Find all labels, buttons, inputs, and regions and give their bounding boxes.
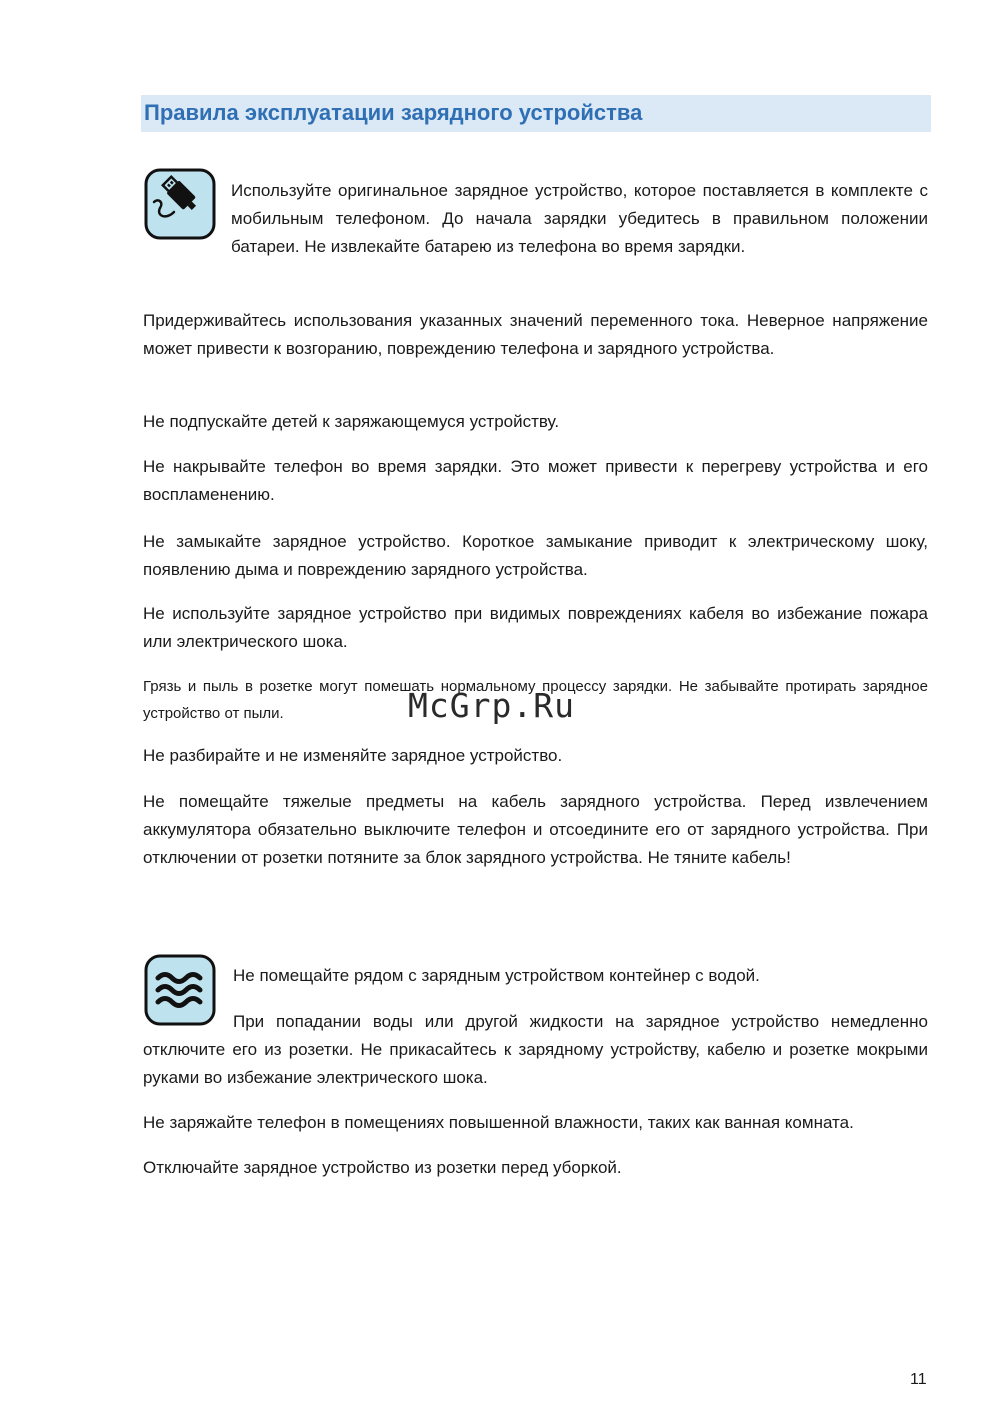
paragraph xyxy=(143,1008,928,1092)
icon-spacer xyxy=(143,1008,233,1034)
paragraph: Не разбирайте и не изменяйте зарядное устройство. xyxy=(143,746,563,765)
page-title: Правила эксплуатации зарядного устройства xyxy=(144,100,643,125)
paragraph: Придерживайтесь использования указанных значений переменного тока. Неверное напряжение может привести к возгоранию, повреждению телефона и зарядного устройства. xyxy=(143,311,928,358)
page-number: 11 xyxy=(910,1371,927,1388)
paragraph: Грязь и пыль в розетке могут помешать нормальному процессу зарядки. Не забывайте протирать зарядное устройство от пыли. xyxy=(143,678,928,722)
paragraph-text: Используйте оригинальное зарядное устройство, которое поставляется в комплекте с мобильным телефоном. До начала зарядки убедитесь в правильном положении батареи. Не извлекайте батарею из телефона во время зарядки. xyxy=(231,181,928,256)
section-heading-bar xyxy=(141,95,931,132)
paragraph xyxy=(143,962,928,1010)
paragraph: Не используйте зарядное устройство при видимых повреждениях кабеля во избежание пожара или электрического шока. xyxy=(143,604,928,651)
paragraph-text: Не помещайте рядом с зарядным устройством контейнер с водой. xyxy=(233,966,760,985)
paragraph: Отключайте зарядное устройство из розетки перед уборкой. xyxy=(143,1158,622,1177)
paragraph-text: При попадании воды или другой жидкости на зарядное устройство немедленно отключите его из розетки. Не прикасайтесь к зарядному устройству, кабелю и розетке мокрыми руками во избежание электрического шока. xyxy=(143,1012,928,1087)
paragraph: Не замыкайте зарядное устройство. Короткое замыкание приводит к электрическому шоку, появлению дыма и повреждению зарядного устройства. xyxy=(143,532,928,579)
icon-spacer xyxy=(143,177,231,259)
paragraph: Не накрывайте телефон во время зарядки. Это может привести к перегреву устройства и его воспламенению. xyxy=(143,457,928,504)
icon-spacer xyxy=(143,962,233,1010)
paragraph: Не помещайте тяжелые предметы на кабель зарядного устройства. Перед извлечением аккумулятора обязательно выключите телефон и отсоедините его от зарядного устройства. При отключении от розетки потяните за блок зарядного устройства. Не тяните кабель! xyxy=(143,792,928,867)
paragraph xyxy=(143,177,928,261)
watermark: McGrp.Ru xyxy=(408,686,575,725)
paragraph: Не подпускайте детей к заряжающемуся устройству. xyxy=(143,412,560,431)
paragraph: Не заряжайте телефон в помещениях повышенной влажности, таких как ванная комната. xyxy=(143,1113,854,1132)
